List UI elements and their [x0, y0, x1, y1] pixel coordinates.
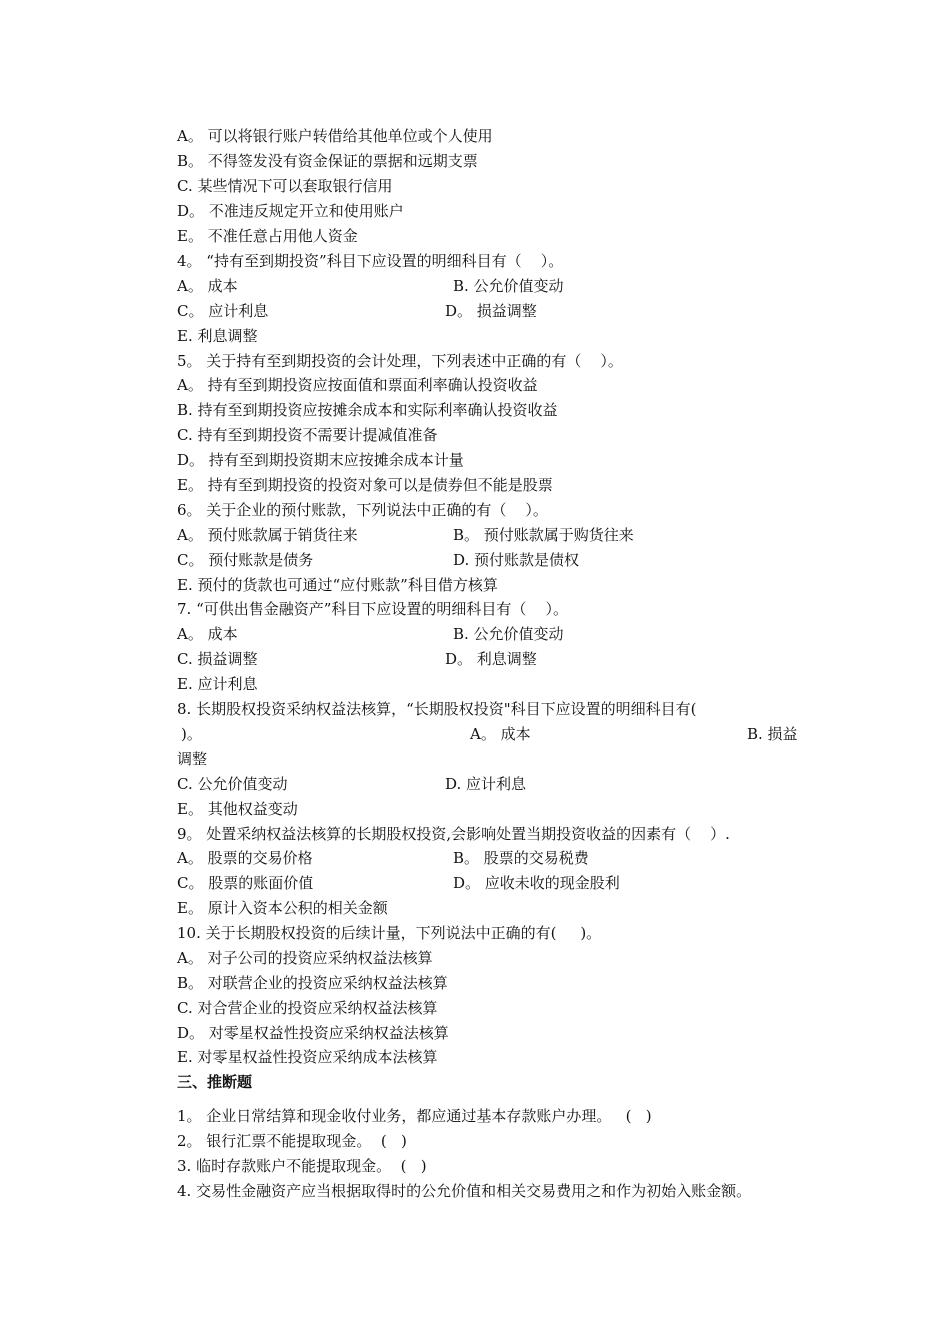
- q8-stem: 8. 长期股权投资采纳权益法核算，“长期股权投资"科目下应设置的明细科目有(: [177, 700, 697, 718]
- q9-option-e: E。 原计入资本公积的相关金额: [177, 899, 388, 917]
- q6-option-c: C。 预付账款是债务: [177, 551, 314, 569]
- q6-option-b: B。 预付账款属于购货往来: [453, 526, 634, 544]
- q9-stem: 9。 处置采纳权益法核算的长期股权投资,会影响处置当期投资收益的因素有（ ）.: [177, 825, 730, 843]
- q4-option-e: E. 利息调整: [177, 327, 258, 345]
- q9-option-c: C。 股票的账面价值: [177, 874, 314, 892]
- q5-option-b: B. 持有至到期投资应按摊余成本和实际利率确认投资收益: [177, 401, 558, 419]
- q9-option-d: D。 应收未收的现金股利: [453, 874, 620, 892]
- judge-item-3: 3. 临时存款账户不能提取现金。 ( ): [177, 1157, 427, 1175]
- q6-option-e: E. 预付的货款也可通过“应付账款”科目借方核算: [177, 576, 498, 594]
- q4-stem: 4。 “持有至到期投资”科目下应设置的明细科目有（ ）。: [177, 252, 564, 270]
- q3-option-b: B。 不得签发没有资金保证的票据和远期支票: [177, 152, 478, 170]
- q5-option-a: A。 持有至到期投资应按面值和票面利率确认投资收益: [177, 376, 538, 394]
- q8-option-c: C. 公允价值变动: [177, 775, 288, 793]
- q7-option-b: B. 公允价值变动: [453, 625, 564, 643]
- q6-option-d: D. 预付账款是债权: [453, 551, 580, 569]
- q5-stem: 5。 关于持有至到期投资的会计处理，下列表述中正确的有（ ）。: [177, 352, 623, 370]
- q10-option-c: C. 对合营企业的投资应采纳权益法核算: [177, 999, 438, 1017]
- q8-option-b: B. 损益: [747, 725, 798, 743]
- q7-option-a: A。 成本: [177, 625, 238, 643]
- q7-option-e: E. 应计利息: [177, 675, 258, 693]
- q5-option-d: D。 持有至到期投资期末应按摊余成本计量: [177, 451, 464, 469]
- q5-option-c: C. 持有至到期投资不需要计提减值准备: [177, 426, 438, 444]
- q9-option-b: B。 股票的交易税费: [453, 849, 589, 867]
- q8-option-d: D. 应计利息: [445, 775, 527, 793]
- q10-option-e: E. 对零星权益性投资应采纳成本法核算: [177, 1048, 438, 1066]
- q3-option-a: A。 可以将银行账户转借给其他单位或个人使用: [177, 127, 493, 145]
- q8-option-e: E。 其他权益变动: [177, 800, 298, 818]
- q4-option-b: B. 公允价值变动: [453, 277, 564, 295]
- q10-option-d: D。 对零星权益性投资应采纳权益法核算: [177, 1024, 449, 1042]
- q10-stem: 10. 关于长期股权投资的后续计量，下列说法中正确的有( )。: [177, 924, 602, 942]
- q10-option-b: B。 对联营企业的投资应采纳权益法核算: [177, 974, 448, 992]
- judge-item-4: 4. 交易性金融资产应当根据取得时的公允价值和相关交易费用之和作为初始入账金额。: [177, 1182, 752, 1200]
- q8-option-b-wrap: 调整: [177, 750, 208, 768]
- q10-option-a: A。 对子公司的投资应采纳权益法核算: [177, 949, 433, 967]
- q5-option-e: E。 持有至到期投资的投资对象可以是债券但不能是股票: [177, 476, 553, 494]
- q3-option-c: C. 某些情况下可以套取银行信用: [177, 177, 393, 195]
- q4-option-c: C。 应计利息: [177, 302, 269, 320]
- q8-stem-end: )。: [181, 725, 202, 743]
- q6-stem: 6。 关于企业的预付账款，下列说法中正确的有（ ）。: [177, 501, 548, 519]
- q4-option-a: A。 成本: [177, 277, 238, 295]
- judge-item-1: 1。 企业日常结算和现金收付业务，都应通过基本存款账户办理。 ( ): [177, 1107, 652, 1125]
- judge-item-2: 2。 银行汇票不能提取现金。 ( ): [177, 1132, 407, 1150]
- q9-option-a: A。 股票的交易价格: [177, 849, 313, 867]
- q3-option-d: D。 不准违反规定开立和使用账户: [177, 202, 404, 220]
- q3-option-e: E。 不准任意占用他人资金: [177, 227, 358, 245]
- q4-option-d: D。 损益调整: [445, 302, 537, 320]
- q7-option-d: D。 利息调整: [445, 650, 537, 668]
- q7-stem: 7. “可供出售金融资产”科目下应设置的明细科目有（ ）。: [177, 600, 568, 618]
- q7-option-c: C. 损益调整: [177, 650, 258, 668]
- q6-option-a: A。 预付账款属于销货往来: [177, 526, 358, 544]
- q8-option-a: A。 成本: [470, 725, 531, 743]
- section-heading: 三、推断题: [177, 1073, 253, 1091]
